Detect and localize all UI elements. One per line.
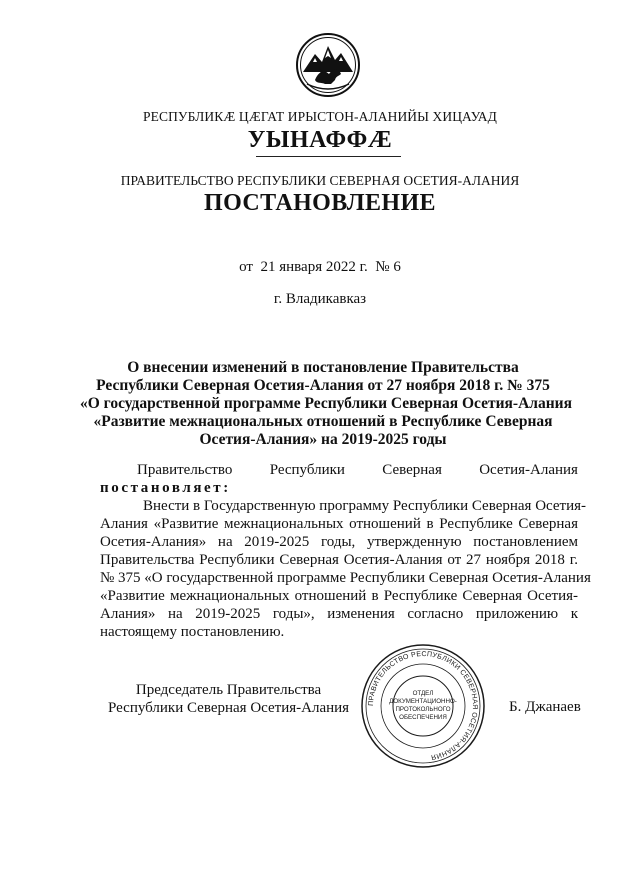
body-line: Алания» на 2019-2025 годы», изменения согласно приложению к	[100, 606, 578, 622]
body-line: Алания «Развитие межнациональных отношений в Республике Северная	[100, 516, 578, 532]
document-date-number: от 21 января 2022 г. № 6	[239, 259, 401, 275]
stamp-ring-text: ПРАВИТЕЛЬСТВО РЕСПУБЛИКИ СЕВЕРНАЯ ОСЕТИЯ-АЛАНИЯ	[367, 650, 479, 761]
body-line: № 375 «О государственной программе Республики Северная Осетия-Алания	[100, 570, 591, 586]
title-line: Осетия-Алания» на 2019-2025 годы	[199, 431, 447, 448]
stamp-center-line: ОТДЕЛ	[412, 690, 434, 697]
document-subject-title	[80, 359, 572, 449]
title-line: «О государственной программе Республики Северная Осетия-Алания	[80, 395, 572, 412]
body-line: «Развитие межнациональных отношений в Республике Северная Осетия-	[100, 588, 578, 604]
body-line: Внести в Государственную программу Республики Северная Осетия-	[143, 498, 587, 514]
title-line: Республики Северная Осетия-Алания от 27 ноября 2018 г. № 375	[96, 377, 550, 394]
intro-line	[137, 462, 578, 479]
body-line: Правительства Республики Северная Осетия-Алания от 27 ноября 2018 г.	[100, 552, 578, 568]
intro-word: Северная	[382, 462, 442, 478]
document-city: г. Владикавказ	[273, 291, 367, 307]
ossetian-government-title: РЕСПУБЛИКӔ ЦӔГАТ ИРЫСТОН-АЛАНИЙЫ ХИЦАУАД	[143, 109, 497, 124]
stamp-center-line: ДОКУМЕНТАЦИОННО-	[389, 698, 457, 705]
header-divider	[256, 156, 401, 157]
body-line: настоящему постановлению.	[100, 624, 285, 640]
position-line: Председатель Правительства	[135, 682, 322, 698]
ossetian-document-type: УЫНАФФӔ	[247, 127, 393, 153]
title-line: О внесении изменений в постановление Правительства	[127, 359, 519, 376]
intro-word: Правительство	[137, 462, 233, 478]
decree-word: постановляет:	[100, 480, 231, 496]
signatory-name: Б. Джанаев	[509, 699, 581, 715]
intro-word: Осетия-Алания	[479, 462, 578, 478]
title-line: «Развитие межнациональных отношений в Республике Северная	[93, 413, 553, 430]
intro-word: Республики	[269, 462, 345, 478]
stamp-center-line: ОБЕСПЕЧЕНИЯ	[399, 714, 447, 721]
document-type-title: ПОСТАНОВЛЕНИЕ	[204, 190, 436, 216]
official-stamp	[360, 643, 486, 769]
body-line: Осетия-Алания» на 2019-2025 годы, утвержденную постановлением	[100, 534, 578, 550]
republic-emblem-icon	[295, 32, 361, 98]
russian-government-title: ПРАВИТЕЛЬСТВО РЕСПУБЛИКИ СЕВЕРНАЯ ОСЕТИЯ-АЛАНИЯ	[120, 173, 520, 188]
stamp-center-line: ПРОТОКОЛЬНОГО	[395, 706, 451, 713]
signatory-position	[108, 681, 349, 717]
position-line: Республики Северная Осетия-Алания	[108, 700, 350, 716]
